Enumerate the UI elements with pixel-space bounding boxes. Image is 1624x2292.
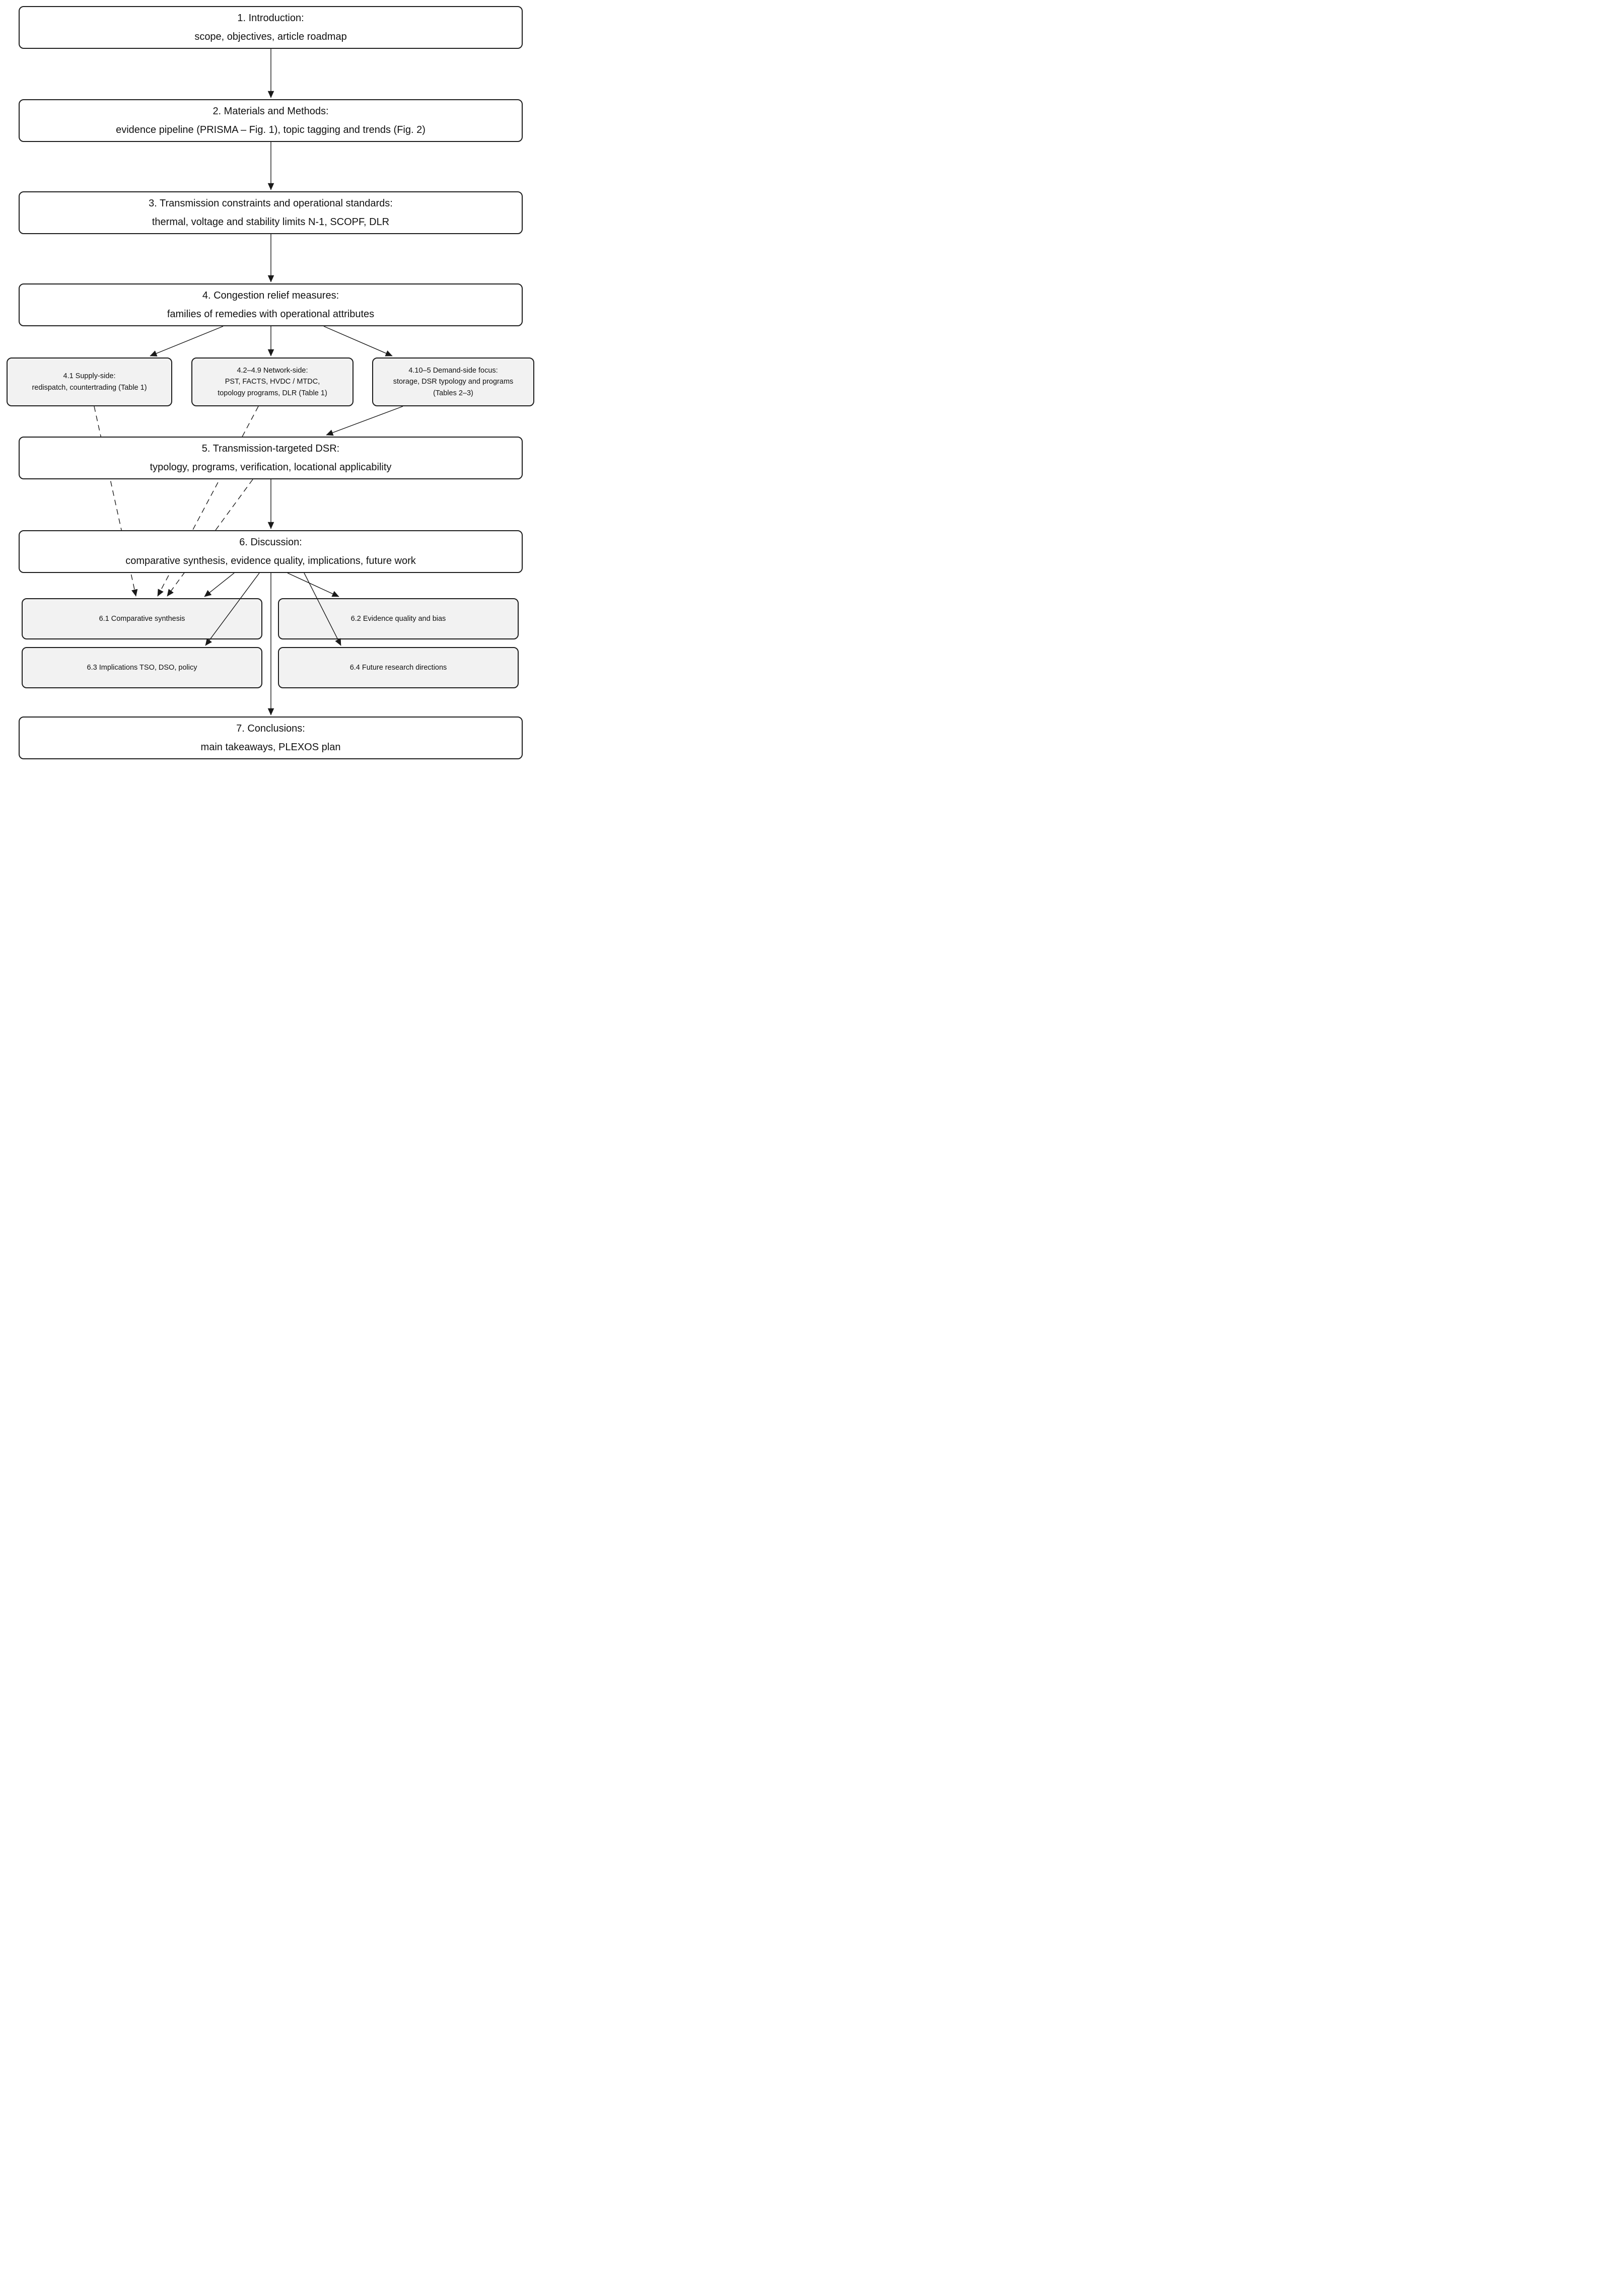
node-subtitle: scope, objectives, article roadmap [194, 31, 347, 42]
node-title: 6.4 Future research directions [349, 663, 447, 672]
node-title: 4.1 Supply-side: [63, 372, 116, 381]
node-title: 4. Congestion relief measures: [202, 290, 339, 301]
edge-6-62-arrow [288, 573, 339, 597]
node-6-1-comparative-synthesis [22, 598, 262, 639]
node-subtitle: thermal, voltage and stability limits N-1, SCOPF, DLR [152, 217, 390, 228]
node-6-4-future-research [278, 647, 519, 688]
node-title: 1. Introduction: [237, 13, 304, 24]
node-subtitle: typology, programs, verification, locational applicability [150, 462, 392, 473]
node-subtitle-2: topology programs, DLR (Table 1) [218, 389, 327, 397]
node-title: 6.3 Implications TSO, DSO, policy [87, 663, 197, 672]
node-title: 6.1 Comparative synthesis [99, 614, 185, 623]
node-subtitle: evidence pipeline (PRISMA – Fig. 1), topic tagging and trends (Fig. 2) [116, 124, 426, 135]
node-6-3-implications [22, 647, 262, 688]
node-7-conclusions [19, 717, 523, 759]
node-title: 6.2 Evidence quality and bias [350, 614, 446, 623]
node-2-materials-methods [19, 99, 523, 142]
edge-6-61-arrow [204, 573, 234, 597]
node-title: 3. Transmission constraints and operational standards: [149, 198, 393, 209]
node-6-discussion [19, 530, 523, 573]
edge-4-410-arrow [324, 326, 392, 356]
node-title: 7. Conclusions: [236, 723, 305, 734]
node-subtitle: storage, DSR typology and programs [393, 378, 514, 386]
node-4-1-supply-side [7, 357, 172, 406]
node-6-2-evidence-quality [278, 598, 519, 639]
node-subtitle-2: (Tables 2–3) [433, 389, 473, 397]
node-title: 4.10–5 Demand-side focus: [408, 366, 498, 375]
node-subtitle: PST, FACTS, HVDC / MTDC, [225, 378, 320, 386]
node-subtitle: redispatch, countertrading (Table 1) [32, 383, 147, 392]
node-subtitle: families of remedies with operational attributes [167, 309, 375, 320]
node-title: 6. Discussion: [239, 537, 302, 548]
edge-410-5-arrow [326, 406, 403, 435]
node-4-10-5-demand-side [372, 357, 534, 406]
edge-4-41-arrow [150, 326, 223, 356]
node-title: 2. Materials and Methods: [213, 106, 329, 117]
node-4-congestion-relief [19, 283, 523, 326]
flowchart-article-structure [0, 0, 541, 764]
node-subtitle: main takeaways, PLEXOS plan [200, 742, 341, 753]
node-title: 4.2–4.9 Network-side: [237, 366, 308, 375]
node-subtitle: comparative synthesis, evidence quality, implications, future work [125, 555, 416, 566]
node-3-transmission-constraints [19, 191, 523, 234]
node-5-transmission-targeted-dsr [19, 437, 523, 479]
node-4-2-4-9-network-side [191, 357, 354, 406]
node-title: 5. Transmission-targeted DSR: [201, 443, 340, 454]
node-1-introduction [19, 6, 523, 49]
